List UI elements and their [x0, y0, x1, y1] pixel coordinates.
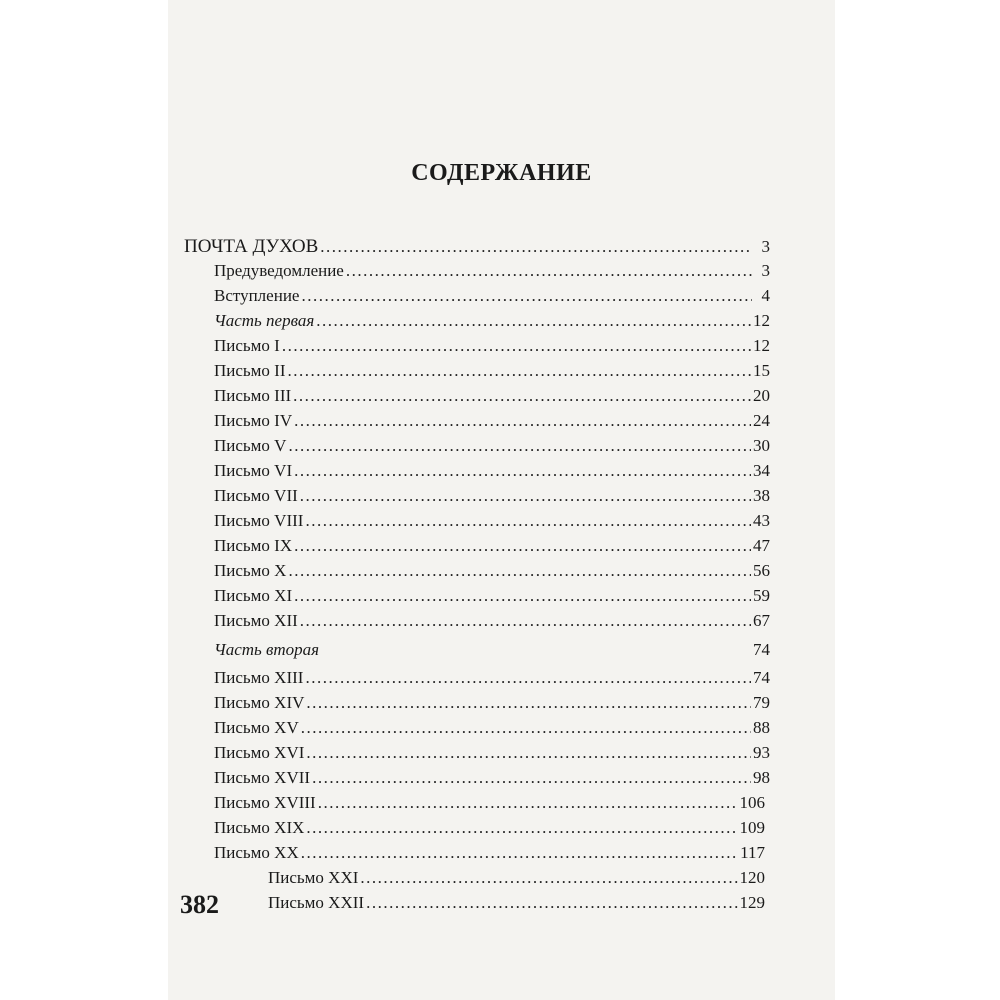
leader-dots — [305, 511, 751, 531]
toc-entry-page: 74 — [753, 668, 770, 687]
leader-dots — [316, 311, 751, 331]
toc-entry-label: Письмо XII — [214, 611, 298, 630]
toc-entry-label: ПОЧТА ДУХОВ — [184, 236, 319, 257]
leader-dots — [293, 386, 751, 406]
leader-dots — [306, 693, 751, 713]
leader-dots — [288, 561, 751, 581]
leader-dots — [288, 436, 751, 456]
toc-entry-page: 24 — [753, 411, 770, 430]
leader-dots — [294, 411, 751, 431]
toc-entry-label: Письмо XVI — [214, 743, 305, 762]
page-number: 382 — [180, 890, 219, 919]
toc-entry — [214, 486, 770, 506]
toc-entry — [214, 361, 770, 381]
toc-entry — [214, 336, 770, 356]
toc-entry — [268, 893, 765, 913]
toc-part-heading — [214, 311, 770, 331]
toc-entry-label: Письмо XVIII — [214, 793, 316, 812]
toc-entry-page: 34 — [753, 461, 770, 480]
leader-dots — [301, 718, 751, 738]
toc-entry — [214, 261, 770, 281]
toc-entry-page: 74 — [753, 640, 770, 659]
leader-dots — [366, 893, 737, 913]
toc-entry — [268, 868, 765, 888]
toc-entry-page: 67 — [753, 611, 770, 630]
toc-entry-label: Письмо XIII — [214, 668, 304, 687]
leader-dots — [301, 286, 752, 306]
toc-entry-page: 109 — [739, 818, 765, 837]
toc-entry-page: 79 — [753, 693, 770, 712]
toc-entry-page: 3 — [761, 261, 770, 280]
toc-entry-page: 98 — [753, 768, 770, 787]
toc-entry-label: Предуведомление — [214, 261, 344, 280]
toc-entry-label: Письмо III — [214, 386, 292, 405]
leader-dots — [320, 237, 752, 257]
toc-entry — [214, 611, 770, 631]
toc-entry — [184, 236, 770, 258]
toc-entry-page: 30 — [753, 436, 770, 455]
toc-entry — [214, 668, 770, 688]
leader-dots — [294, 586, 751, 606]
toc-entry-label: Письмо XVII — [214, 768, 311, 787]
toc-entry-label: Письмо XI — [214, 586, 293, 605]
leader-dots — [306, 743, 751, 763]
toc-entry-label: Письмо I — [214, 336, 280, 355]
leader-dots — [360, 868, 737, 888]
toc-entry-label: Часть вторая — [214, 640, 320, 659]
toc-entry-page: 106 — [739, 793, 765, 812]
toc-entry — [214, 511, 770, 531]
toc-entry-page: 56 — [753, 561, 770, 580]
book-page — [168, 0, 835, 1000]
leader-dots — [346, 261, 752, 281]
leader-dots — [306, 818, 737, 838]
leader-dots — [282, 336, 751, 356]
leader-dots — [288, 361, 751, 381]
toc-entry-page: 88 — [753, 718, 770, 737]
toc-entry-page: 120 — [739, 868, 765, 887]
toc-entry-label: Письмо IV — [214, 411, 293, 430]
toc-entry-page: 38 — [753, 486, 770, 505]
toc-entry — [214, 286, 770, 306]
toc-entry-label: Письмо II — [214, 361, 286, 380]
toc-part-heading — [214, 640, 770, 660]
toc-entry — [214, 411, 770, 431]
toc-entry-page: 59 — [753, 586, 770, 605]
toc-entry — [214, 693, 770, 713]
toc-entry-label: Вступление — [214, 286, 300, 305]
toc-entry-page: 15 — [753, 361, 770, 380]
toc-entry-page: 20 — [753, 386, 770, 405]
toc-entry-label: Письмо XX — [214, 843, 299, 862]
toc-entry-page: 12 — [753, 311, 770, 330]
toc-entry-page: 47 — [753, 536, 770, 555]
toc-entry-label: Письмо XXI — [268, 868, 359, 887]
toc-entry — [214, 793, 765, 813]
toc-entry — [214, 436, 770, 456]
toc-entry-label: Письмо XXII — [268, 893, 365, 912]
toc-entry — [214, 561, 770, 581]
leader-dots — [305, 668, 751, 688]
leader-dots — [312, 768, 751, 788]
leader-dots — [318, 793, 738, 813]
leader-dots — [294, 461, 751, 481]
toc-entry-label: Письмо XIV — [214, 693, 305, 712]
toc-entry — [214, 743, 770, 763]
toc-entry-label: Письмо VII — [214, 486, 298, 505]
toc-entry-page: 117 — [740, 843, 765, 862]
toc-entry — [214, 768, 770, 788]
toc-entry-label: Письмо V — [214, 436, 287, 455]
toc-entry-label: Письмо X — [214, 561, 287, 580]
toc-entry-label: Письмо IX — [214, 536, 293, 555]
toc-entry — [214, 536, 770, 556]
toc-entry-page: 3 — [761, 237, 770, 256]
toc-entry — [214, 843, 765, 863]
toc-entry — [214, 718, 770, 738]
toc-entry-label: Письмо XIX — [214, 818, 305, 837]
leader-dots — [300, 486, 751, 506]
toc-entry — [214, 386, 770, 406]
page-title: СОДЕРЖАНИЕ — [411, 160, 592, 186]
toc-entry-page: 129 — [739, 893, 765, 912]
toc-entry-label: Письмо VIII — [214, 511, 304, 530]
toc-entry-page: 12 — [753, 336, 770, 355]
leader-dots — [301, 843, 738, 863]
toc-entry-page: 4 — [761, 286, 770, 305]
toc-entry-page: 93 — [753, 743, 770, 762]
toc-entry-label: Письмо XV — [214, 718, 299, 737]
toc-entry — [214, 818, 765, 838]
toc-entry-page: 43 — [753, 511, 770, 530]
toc-entry — [214, 461, 770, 481]
leader-dots — [300, 611, 751, 631]
toc-entry — [214, 586, 770, 606]
toc-entry-label: Письмо VI — [214, 461, 293, 480]
leader-dots — [294, 536, 751, 556]
toc-entry-label: Часть первая — [214, 311, 315, 330]
